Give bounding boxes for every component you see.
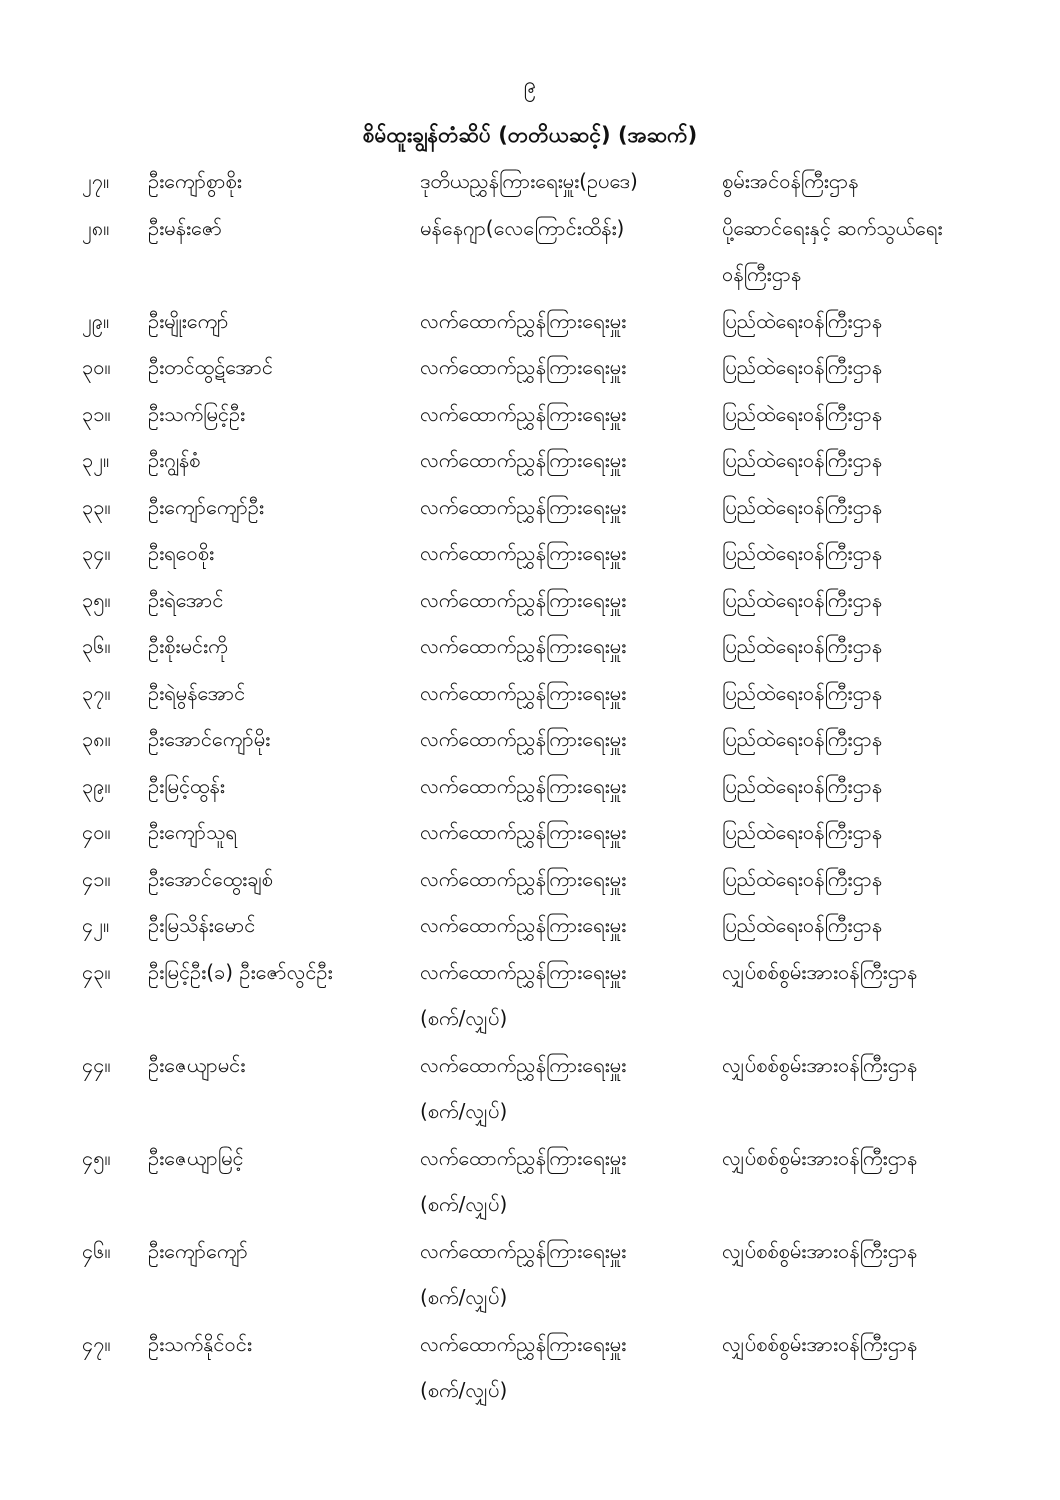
recipient-name: ဦးတင်ထွဋ်အောင် xyxy=(148,355,273,379)
recipient-department: ပြည်ထဲရေးဝန်ကြီးဌာန xyxy=(722,773,883,798)
item-number: ၄၀။ xyxy=(82,820,111,844)
recipient-position: လက်ထောက်ညွှန်ကြားရေးမှူး xyxy=(420,913,627,937)
recipient-department: ပြည်ထဲရေးဝန်ကြီးဌာန xyxy=(722,913,883,937)
recipient-name: ဦးကျော်သူရ xyxy=(148,820,237,844)
item-number: ၂၈။ xyxy=(82,215,110,240)
list-item xyxy=(0,354,1060,401)
list-item xyxy=(0,1238,1060,1331)
list-item xyxy=(0,959,1060,1052)
recipient-position: လက်ထောက်ညွှန်ကြားရေးမှူး xyxy=(420,959,627,984)
list-item xyxy=(0,633,1060,680)
recipient-position: လက်ထောက်ညွှန်ကြားရေးမှူး xyxy=(420,541,627,565)
recipient-department: ပြည်ထဲရေးဝန်ကြီးဌာန xyxy=(722,308,883,333)
recipient-position: လက်ထောက်ညွှန်ကြားရေးမှူး xyxy=(420,401,627,426)
list-item xyxy=(0,819,1060,866)
recipient-position: လက်ထောက်ညွှန်ကြားရေးမှူး xyxy=(420,866,627,891)
recipient-name: ဦးသက်မြင့်ဦး xyxy=(148,401,246,426)
recipient-position: လက်ထောက်ညွှန်ကြားရေးမှူး xyxy=(420,494,627,519)
list-item xyxy=(0,680,1060,727)
item-number: ၃၆။ xyxy=(82,634,111,658)
item-number: ၃၈။ xyxy=(82,727,111,751)
item-number: ၃၀။ xyxy=(82,355,111,379)
recipient-department: ပြည်ထဲရေးဝန်ကြီးဌာန xyxy=(722,587,883,612)
list-item xyxy=(0,1145,1060,1238)
recipient-name: ဦးရဝေစိုး xyxy=(148,541,215,565)
recipient-position: လက်ထောက်ညွှန်ကြားရေးမှူး xyxy=(420,680,627,705)
item-number: ၄၁။ xyxy=(82,866,111,891)
recipient-department: ပြည်ထဲရေးဝန်ကြီးဌာန xyxy=(722,355,883,379)
recipient-name: ဦးဂျွန်စံ xyxy=(148,448,201,472)
item-number: ၄၃။ xyxy=(82,959,111,984)
recipient-position-continued: (စက်/လျှပ်) xyxy=(420,1005,508,1030)
recipient-position: လက်ထောက်ညွှန်ကြားရေးမှူး xyxy=(420,1331,627,1356)
recipient-position-continued: (စက်/လျှပ်) xyxy=(420,1098,508,1123)
recipient-position: လက်ထောက်ညွှန်ကြားရေးမှူး xyxy=(420,1145,627,1170)
recipient-position: လက်ထောက်ညွှန်ကြားရေးမှူး xyxy=(420,448,627,472)
recipient-department: ပြည်ထဲရေးဝန်ကြီးဌာန xyxy=(722,401,883,426)
item-number: ၃၅။ xyxy=(82,587,111,612)
list-item xyxy=(0,494,1060,541)
item-number: ၃၉။ xyxy=(82,773,111,798)
recipient-name: ဦးအောင်ထွေးချစ် xyxy=(148,866,273,891)
recipient-position: လက်ထောက်ညွှန်ကြားရေးမှူး xyxy=(420,634,627,658)
item-number: ၄၆။ xyxy=(82,1238,111,1263)
recipient-name: ဦးဇေယျာမင်း xyxy=(148,1052,246,1077)
recipient-department: ပြည်ထဲရေးဝန်ကြီးဌာန xyxy=(722,727,883,751)
recipient-name: ဦးကျော်စွာစိုး xyxy=(148,169,242,193)
recipient-name: ဦးမြင့်ထွန်း xyxy=(148,773,225,798)
recipient-department: ပို့ဆောင်ရေးနှင့် ဆက်သွယ်ရေး xyxy=(722,215,943,240)
list-item xyxy=(0,912,1060,959)
item-number: ၃၁။ xyxy=(82,401,111,426)
item-number: ၄၅။ xyxy=(82,1145,111,1170)
page-title: စိမ်ထူးချွန်တံဆိပ် (တတိယဆင့်) (အဆက်) xyxy=(362,123,698,147)
recipient-name: ဦးရဲမွန်အောင် xyxy=(148,680,246,705)
recipient-position: လက်ထောက်ညွှန်ကြားရေးမှူး xyxy=(420,308,627,333)
recipient-position: လက်ထောက်ညွှန်ကြားရေးမှူး xyxy=(420,1238,627,1263)
recipient-position: လက်ထောက်ညွှန်ကြားရေးမှူး xyxy=(420,355,627,379)
award-recipient-list xyxy=(0,168,1060,1424)
recipient-name: ဦးကျော်ကျော် xyxy=(148,1238,248,1263)
item-number: ၃၇။ xyxy=(82,680,111,705)
recipient-department: လျှပ်စစ်စွမ်းအားဝန်ကြီးဌာန xyxy=(722,1052,918,1077)
recipient-position: လက်ထောက်ညွှန်ကြားရေးမှူး xyxy=(420,820,627,844)
list-item xyxy=(0,401,1060,448)
recipient-name: ဦးမန်းဇော် xyxy=(148,215,223,240)
item-number: ၄၇။ xyxy=(82,1331,111,1356)
list-item xyxy=(0,773,1060,820)
recipient-department: ပြည်ထဲရေးဝန်ကြီးဌာန xyxy=(722,634,883,658)
recipient-position-continued: (စက်/လျှပ်) xyxy=(420,1377,508,1402)
recipient-department: လျှပ်စစ်စွမ်းအားဝန်ကြီးဌာန xyxy=(722,1145,918,1170)
item-number: ၂၇။ xyxy=(82,169,110,193)
recipient-position: လက်ထောက်ညွှန်ကြားရေးမှူး xyxy=(420,587,627,612)
list-item xyxy=(0,726,1060,773)
recipient-department: လျှပ်စစ်စွမ်းအားဝန်ကြီးဌာန xyxy=(722,1238,918,1263)
list-item xyxy=(0,587,1060,634)
recipient-department: လျှပ်စစ်စွမ်းအားဝန်ကြီးဌာန xyxy=(722,1331,918,1356)
list-item xyxy=(0,447,1060,494)
recipient-department: ပြည်ထဲရေးဝန်ကြီးဌာန xyxy=(722,494,883,519)
recipient-department: ပြည်ထဲရေးဝန်ကြီးဌာန xyxy=(722,680,883,705)
list-item xyxy=(0,540,1060,587)
list-item xyxy=(0,168,1060,215)
recipient-position: လက်ထောက်ညွှန်ကြားရေးမှူး xyxy=(420,727,627,751)
recipient-department: လျှပ်စစ်စွမ်းအားဝန်ကြီးဌာန xyxy=(722,959,918,984)
recipient-position-continued: (စက်/လျှပ်) xyxy=(420,1191,508,1216)
recipient-department: ပြည်ထဲရေးဝန်ကြီးဌာန xyxy=(722,448,883,472)
recipient-name: ဦးမြသိန်းမောင် xyxy=(148,913,256,937)
list-item xyxy=(0,1331,1060,1424)
list-item xyxy=(0,215,1060,308)
recipient-department: ပြည်ထဲရေးဝန်ကြီးဌာန xyxy=(722,820,883,844)
recipient-name: ဦးရဲအောင် xyxy=(148,587,224,612)
recipient-name: ဦးအောင်ကျော်မိုး xyxy=(148,727,271,751)
recipient-position: မန်နေဂျာ(လေကြောင်းထိန်း) xyxy=(420,215,625,240)
recipient-position: ဒုတိယညွှန်ကြားရေးမှူး(ဥပဒေ) xyxy=(420,169,638,193)
recipient-department: ပြည်ထဲရေးဝန်ကြီးဌာန xyxy=(722,541,883,565)
list-item xyxy=(0,1052,1060,1145)
recipient-department-continued: ဝန်ကြီးဌာန xyxy=(722,261,802,286)
recipient-name: ဦးမြင့်ဦး(ခ) ဦးဇော်လွင်ဦး xyxy=(148,959,333,984)
recipient-department: ပြည်ထဲရေးဝန်ကြီးဌာန xyxy=(722,866,883,891)
recipient-department: စွမ်းအင်ဝန်ကြီးဌာန xyxy=(722,169,859,193)
recipient-name: ဦးဇေယျာမြင့် xyxy=(148,1145,244,1170)
recipient-position: လက်ထောက်ညွှန်ကြားရေးမှူး xyxy=(420,1052,627,1077)
recipient-name: ဦးကျော်ကျော်ဦး xyxy=(148,494,264,519)
list-item xyxy=(0,866,1060,913)
list-item xyxy=(0,308,1060,355)
item-number: ၃၄။ xyxy=(82,541,111,565)
recipient-name: ဦးစိုးမင်းကို xyxy=(148,634,228,658)
item-number: ၃၂။ xyxy=(82,448,110,472)
page-number: ၉ xyxy=(523,73,537,98)
recipient-position-continued: (စက်/လျှပ်) xyxy=(420,1284,508,1309)
recipient-name: ဦးမျိုးကျော် xyxy=(148,308,229,333)
item-number: ၄၂။ xyxy=(82,913,110,937)
item-number: ၂၉။ xyxy=(82,308,110,333)
item-number: ၄၄။ xyxy=(82,1052,111,1077)
item-number: ၃၃။ xyxy=(82,494,111,519)
recipient-name: ဦးသက်နိုင်ဝင်း xyxy=(148,1331,252,1356)
recipient-position: လက်ထောက်ညွှန်ကြားရေးမှူး xyxy=(420,773,627,798)
